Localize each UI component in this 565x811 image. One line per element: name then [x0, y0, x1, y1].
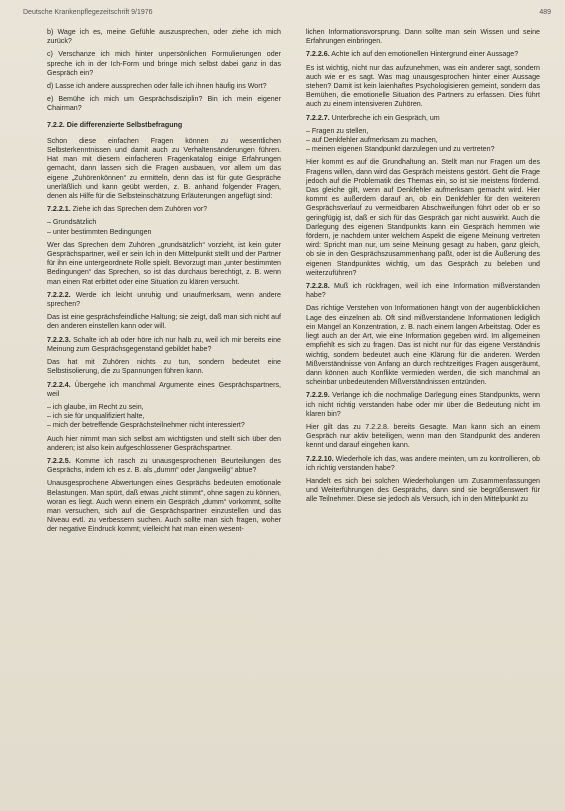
body-paragraph: Handelt es sich bei solchen Wiederholungen um Zusammenfassungen und Weiterführungen des Gesprächs, dann sind sie begrüßenswert für alle Teilnehmer. Diese sie jedoch als Versuch, ich in den Mittelpunkt zu	[306, 476, 540, 504]
left-column	[47, 28, 281, 539]
section-number: 7.2.2.5.	[47, 456, 71, 465]
page-number: 489	[539, 9, 551, 16]
question-paragraph	[47, 457, 281, 475]
list-item: – auf Denkfehler aufmerksam zu machen,	[306, 136, 438, 145]
question-paragraph	[306, 114, 540, 123]
body-paragraph: Hier gilt das zu 7.2.2.8. bereits Gesagte. Man kann sich an einem Gespräch nur aktiv beteiligen, wenn man den Standpunkt des anderen kennt und darauf eingehen kann.	[306, 422, 540, 450]
body-paragraph: b) Wage ich es, meine Gefühle auszusprechen, oder ziehe ich mich zurück?	[47, 28, 281, 46]
question-text: Ziehe ich das Sprechen dem Zuhören vor?	[72, 205, 208, 214]
question-paragraph	[306, 391, 540, 419]
question-text: Werde ich leicht unruhig und unaufmerksam, wenn andere sprechen?	[47, 290, 281, 309]
section-number: 7.2.2.6.	[306, 50, 330, 59]
body-paragraph: e) Bemühe ich mich um Gesprächsdisziplin? Bin ich mein eigener Chairman?	[47, 95, 281, 113]
section-number: 7.2.2.10.	[306, 454, 334, 463]
question-paragraph	[47, 291, 281, 309]
section-number: 7.2.2.8.	[306, 282, 330, 291]
body-paragraph: Das hat mit Zuhören nichts zu tun, sondern bedeutet eine Selbstisolierung, die zu Spannungen führen kann.	[47, 358, 281, 376]
question-text: Wiederhole ich das, was andere meinten, um zu kontrollieren, ob ich richtig verstanden habe?	[306, 454, 540, 472]
body-paragraph: c) Verschanze ich mich hinter unpersönlichen Formulierungen oder spreche ich in der Ich-Form und bringe mich selbst dabei ganz in das Gespräch ein?	[47, 50, 281, 77]
body-paragraph: Das ist eine gesprächsfeindliche Haltung; sie zeigt, daß man sich nicht auf den anderen einstellen kann oder will.	[47, 313, 281, 331]
question-text: Achte ich auf den emotionellen Hintergrund einer Aussage?	[331, 50, 519, 59]
question-paragraph	[306, 50, 540, 59]
question-paragraph	[306, 455, 540, 473]
body-paragraph: d) Lasse ich andere aussprechen oder falle ich ihnen häufig ins Wort?	[47, 82, 267, 91]
section-number: 7.2.2.2.	[47, 290, 71, 299]
question-text: Übergehe ich manchmal Argumente eines Gesprächspartners, weil	[47, 380, 281, 398]
bullet-list	[47, 403, 281, 431]
body-paragraph: Wer das Sprechen dem Zuhören „grundsätzlich“ vorzieht, ist kein guter Gesprächspartner, weil er sein Ich in den Mittelpunkt stellt und der Partner für ihn eine untergeordnete Rolle spielt. Bevorzugt man „unter bestimmten Bedingungen“ das Sprechen, so ist das durchaus berechtigt, z. B. wenn man einen Rat erbittet oder eine Situation zu klären versucht.	[47, 240, 281, 286]
section-number: 7.2.2.9.	[306, 391, 330, 400]
section-heading: 7.2.2. Die differenzierte Selbstbefragung	[47, 120, 183, 129]
body-paragraph: Unausgesprochene Abwertungen eines Gesprächs bedeuten emotionale Belastungen. Man spürt, daß etwas „nicht stimmt“, ohne sagen zu können, woran es liegt. Auch wenn einem ein Gespräch „dumm“ vorkommt, sollte man versuchen, sich auf die Gesprächspartner einzustellen und das Niveau evtl. zu verbessern suchen. Auch sollte man sich fragen, woher der negative Eindruck kommt; vielleicht hat man einen wesent-	[47, 479, 281, 534]
body-paragraph: lichen Informationsvorsprung. Dann sollte man sein Wissen und seine Erfahrungen einbringen.	[306, 28, 540, 46]
body-paragraph: Es ist wichtig, nicht nur das aufzunehmen, was ein anderer sagt, sondern auch wie er es sagt. Was mag unausgesprochen hinter einer Aussage stehen? Damit ist kein laienhaftes Psychologisieren gemeint, sondern das Bemühen, die emotionelle Situation des Partners zu erfassen. Dies führt auch zu einem intensiveren Zuhören.	[306, 63, 540, 109]
body-paragraph: Das richtige Verstehen von Informationen hängt von der augenblicklichen Lage des einzelnen ab. Oft sind mißverstandene Informationen lediglich ein Mangel an Konzentration, z. B. nach einem langen Arbeitstag. Oder es liegt auch an der Art, wie eine Information gegeben wird. Im allgemeinen empfiehlt es sich zu fragen. Das ist nicht nur für das eigene Verständnis wichtig, sondern bedeutet auch eine Klärung für die anderen. Werden Mißverständnisse von Anfang an durch rechtzeitiges Fragen ausgeräumt, dann können auch Konflikte vermieden werden, die sich manchmal an scheinbar unbedeutenden Mißverständnissen entzünden.	[306, 304, 540, 387]
list-item: – ich glaube, im Recht zu sein,	[47, 402, 144, 411]
section-number: 7.2.2.1.	[47, 205, 71, 214]
list-item: – Grundsätzlich	[47, 218, 97, 227]
question-text: Komme ich rasch zu unausgesprochenen Beurteilungen des Gesprächs, indem ich es z. B. als „dumm“ oder „langweilig“ abtue?	[47, 456, 281, 475]
bullet-list	[47, 218, 281, 236]
list-item: – unter bestimmten Bedingungen	[47, 227, 152, 236]
bullet-list	[306, 127, 540, 155]
running-header: Deutsche Krankenpflegezeitschrift 9/1976	[23, 9, 153, 16]
right-column	[306, 28, 540, 509]
question-paragraph	[47, 205, 281, 214]
body-paragraph: Schon diese einfachen Fragen können zu wesentlichen Selbsterkenntnissen und damit auch zu Verhaltensänderungen führen. Hat man mit diesem einfacheren Fragenkatalog einige Erfahrungen gemacht, dann lassen sich die Fragen ausbauen, vor allem um das eigene „Zuhörenkönnen“ zu ermitteln, denn das ist für gute Gespräche unerläßlich und kann geübt werden, z. B. anhand folgender Fragen, denen als Hilfe für die Selbsteinschätzung Erläuterungen angefügt sind:	[47, 136, 281, 201]
list-item: – ich sie für unqualifiziert halte,	[47, 412, 145, 421]
question-text: Verlange ich die nochmalige Darlegung eines Standpunkts, wenn ich nicht richtig verstanden habe oder mir über die Bedeutung nicht im klaren bin?	[306, 391, 540, 418]
section-number: 7.2.2.3.	[47, 335, 71, 344]
list-item: – mich der betreffende Gesprächsteilnehmer nicht interessiert?	[47, 421, 245, 430]
question-text: Schalte ich ab oder höre ich nur halb zu, weil ich mir bereits eine Meinung zum Gesprächsgegenstand gebildet habe?	[47, 335, 281, 353]
body-paragraph: Auch hier nimmt man sich selbst am wichtigsten und stellt sich über den anderen; ist also kein aufgeschlossener Gesprächspartner.	[47, 434, 281, 452]
question-paragraph	[47, 336, 281, 354]
question-text: Unterbreche ich ein Gespräch, um	[331, 113, 440, 122]
list-item: – meinen eigenen Standpunkt darzulegen und zu vertreten?	[306, 145, 495, 154]
section-number: 7.2.2.7.	[306, 113, 330, 122]
list-item: – Fragen zu stellen,	[306, 126, 369, 135]
body-paragraph: Hier kommt es auf die Grundhaltung an. Stellt man nur Fragen um des Fragens willen, dann wird das Gespräch meistens gestört. Geht die Frage jedoch auf die Problematik des Themas ein, so ist sie meistens fördernd. Das gleiche gilt, wenn auf Denkfehler aufmerksam gemacht wird. Hier kommt es außerdem darauf an, ob ein Denkfehler für den weiteren Gesprächsverlauf zu vermeidbaren Abschweifungen führt oder ob er so geringfügig ist, daß er sich für das Gespräch gar nicht auswirkt. Auch die Darlegung des eigenen Standpunkts kann ein Gespräch hemmen wie fördern, je nachdem unter welchem Aspekt die eigene Meinung vertreten wird: Spricht man nur, um seine Meinung gesagt zu haben, ganz gleich, ob sie in den Gesprächszusammenhang paßt, oder ist die Äußerung des eigenen Standpunktes wichtig, um das Gespräch zu beleben und weiterzuführen?	[306, 158, 540, 277]
question-paragraph	[306, 282, 540, 300]
section-number: 7.2.2.4.	[47, 380, 71, 389]
question-text: Muß ich rückfragen, weil ich eine Information mißverstanden habe?	[306, 282, 540, 300]
question-paragraph	[47, 381, 281, 399]
